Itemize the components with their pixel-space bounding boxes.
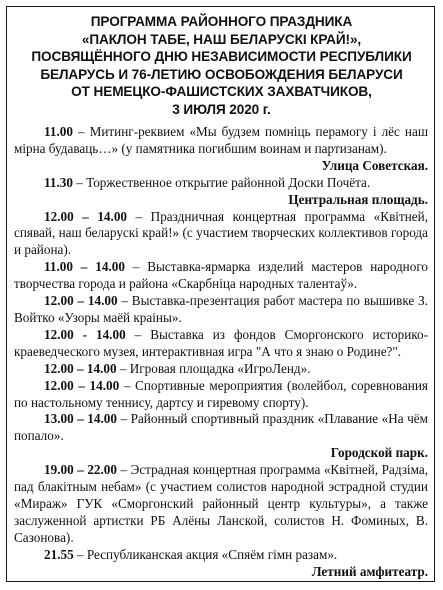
event-description: – Торжественное открытие районной Доски Почёта.	[72, 174, 371, 190]
venue-label: Улица Советская.	[321, 157, 428, 173]
schedule-item	[14, 378, 428, 412]
program-title	[7, 13, 436, 119]
schedule-item	[14, 209, 428, 260]
event-description: – Митинг-реквием «Мы будзем помніць перамогу і лёс наш мірна будаваць…» (у памятника погибшим воинам и партизанам).	[14, 124, 428, 156]
event-description: – Эстрадная концертная программа «Квітней, Радзіма, пад блакітным небам» (с участием солистов народной эстрадной студии «Мираж» ГУК «Сморгонский районный центр культуры», а также заслуженной артистки РБ Алёны Ланской, солистов Н. Фоминых, В. Сазонова).	[14, 462, 428, 545]
event-time: 12.00 – 14.00	[44, 360, 117, 376]
schedule-item	[14, 293, 428, 327]
program-schedule	[14, 124, 428, 580]
event-description: – Республиканская акция «Спяём гімн разам».	[73, 546, 338, 562]
event-description: – Районный спортивный праздник «Плавание «На чём попало».	[14, 411, 428, 444]
event-time: 12.00 – 14.00	[44, 377, 120, 393]
event-description: – Игровая площадка «ИгроЛенд».	[116, 360, 311, 376]
title-line: БЕЛАРУСЬ И 76-ЛЕТИЮ ОСВОБОЖДЕНИЯ БЕЛАРУСИ	[40, 66, 403, 82]
title-line: ПРОГРАММА РАЙОННОГО ПРАЗДНИКА	[90, 14, 353, 29]
event-description: – Выставка-презентация работ мастера по вышивке З. Войтко «Узоры маёй краіны».	[14, 293, 428, 325]
event-time: 11.00	[44, 124, 73, 139]
schedule-item	[14, 361, 428, 378]
event-description: – Спортивные мероприятия (волейбол, соревнования по настольному теннису, дартсу и гиревому спорту).	[14, 377, 428, 410]
event-description: – Праздничная концертная программа «Квітней, спявай, наш беларускі край!» (с участием творческих коллективов города и района).	[14, 208, 428, 258]
schedule-item	[14, 547, 428, 564]
schedule-item	[14, 259, 428, 293]
title-line: ПОСВЯЩЁННОГО ДНЮ НЕЗАВИСИМОСТИ РЕСПУБЛИКИ	[31, 49, 412, 65]
event-time: 12.00 – 14.00	[44, 208, 128, 224]
event-time: 12.00 – 14.00	[44, 293, 118, 309]
program-frame	[6, 6, 435, 582]
title-line: ОТ НЕМЕЦКО-ФАШИСТСКИХ ЗАХВАТЧИКОВ,	[71, 84, 372, 100]
schedule-item	[14, 124, 428, 158]
event-description: – Выставка из фондов Сморгонского историко-краеведческого музея, интерактивная игра "А что я знаю о Родине?".	[14, 326, 428, 359]
event-time: 21.55	[44, 546, 74, 562]
event-time: 12.00 - 14.00	[44, 326, 126, 342]
venue-label: Летний амфитеатр.	[311, 563, 428, 579]
title-line: 3 ИЮЛЯ 2020 г.	[172, 101, 271, 117]
schedule-item	[14, 462, 428, 547]
event-time: 11.00 – 14.00	[44, 259, 125, 275]
title-line: «ПАКЛОН ТАБЕ, НАШ БЕЛАРУСКІ КРАЙ!»,	[81, 31, 362, 47]
schedule-item	[14, 175, 428, 192]
event-description: – Выставка-ярмарка изделий мастеров народного творчества города и района «Скарбніца народных талентаў».	[14, 259, 428, 292]
event-time: 19.00 – 22.00	[44, 462, 117, 478]
venue-label: Центральная площадь.	[288, 191, 428, 207]
event-time: 11.30	[44, 174, 73, 190]
schedule-item	[14, 327, 428, 361]
venue-label: Городской парк.	[330, 445, 428, 461]
event-time: 13.00 – 14.00	[44, 411, 117, 427]
schedule-item	[14, 411, 428, 445]
